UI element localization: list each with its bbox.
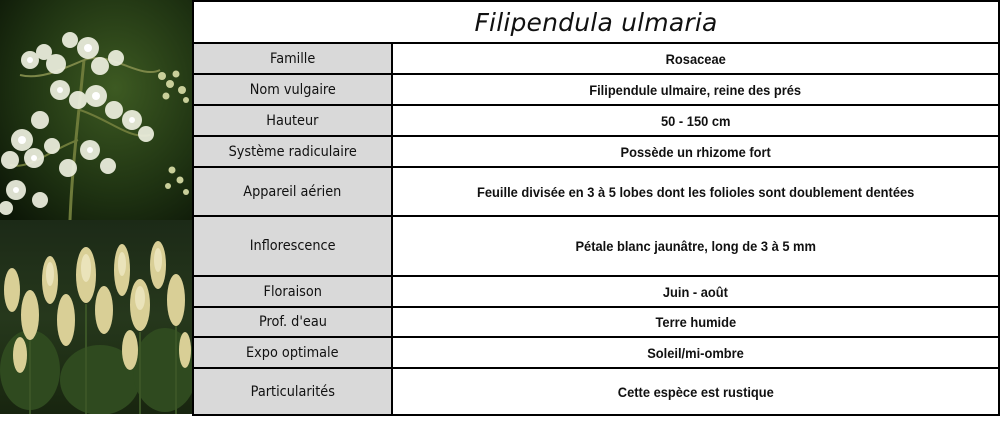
meadow-field-photo: [0, 220, 192, 414]
plant-fact-sheet: [192, 0, 1000, 416]
table-row-hauteur: [194, 106, 998, 135]
table-row-famille: [194, 44, 998, 73]
table-row-expo-optimale: [194, 338, 998, 367]
table-row-floraison: [194, 277, 998, 306]
row-value-cell: [393, 137, 998, 166]
row-label: Famille: [269, 50, 316, 67]
row-value-cell: [393, 369, 998, 414]
row-label: Particularités: [250, 383, 335, 400]
table-row-particularites: [194, 369, 998, 414]
row-label-cell: [194, 168, 391, 215]
species-title: Filipendula ulmaria: [474, 7, 718, 37]
row-label-cell: [194, 44, 391, 73]
row-value-cell: [393, 277, 998, 306]
row-value: Soleil/mi-ombre: [647, 344, 744, 361]
flower-closeup-photo: [0, 0, 192, 220]
table-row-prof-eau: [194, 308, 998, 336]
row-label-cell: [194, 106, 391, 135]
row-value: Rosaceae: [665, 50, 726, 67]
row-label: Expo optimale: [246, 344, 339, 361]
row-label-cell: [194, 137, 391, 166]
row-value: Filipendule ulmaire, reine des prés: [589, 81, 802, 98]
row-value-cell: [393, 338, 998, 367]
title-box: [194, 2, 998, 42]
row-value-cell: [393, 217, 998, 275]
table-row-nom-vulgaire: [194, 75, 998, 104]
row-value: 50 - 150 cm: [660, 112, 731, 129]
row-value: Feuille divisée en 3 à 5 lobes dont les folioles sont doublement dentées: [476, 183, 915, 200]
table-row-appareil-aerien: [194, 168, 998, 215]
row-value-cell: [393, 106, 998, 135]
row-value: Terre humide: [655, 314, 736, 330]
row-label: Hauteur: [266, 112, 319, 129]
row-value: Cette espèce est rustique: [617, 383, 774, 400]
row-value: Possède un rhizome fort: [620, 143, 771, 160]
row-value-cell: [393, 44, 998, 73]
row-label-cell: [194, 338, 391, 367]
row-label-cell: [194, 369, 391, 414]
row-label: Prof. d'eau: [258, 314, 327, 330]
row-value: Pétale blanc jaunâtre, long de 3 à 5 mm: [575, 238, 816, 254]
table-row-inflorescence: [194, 217, 998, 275]
row-value-cell: [393, 308, 998, 336]
photo-column: [0, 0, 192, 414]
row-label: Nom vulgaire: [249, 81, 336, 98]
table-row-systeme-radiculaire: [194, 137, 998, 166]
row-label-cell: [194, 217, 391, 275]
row-label: Système radiculaire: [228, 143, 357, 160]
row-label-cell: [194, 308, 391, 336]
row-label-cell: [194, 75, 391, 104]
row-value-cell: [393, 75, 998, 104]
row-label: Appareil aérien: [243, 183, 342, 200]
row-label-cell: [194, 277, 391, 306]
row-value: Juin - août: [662, 283, 729, 300]
row-value-cell: [393, 168, 998, 215]
row-label: Inflorescence: [249, 238, 336, 254]
row-label: Floraison: [263, 283, 322, 300]
